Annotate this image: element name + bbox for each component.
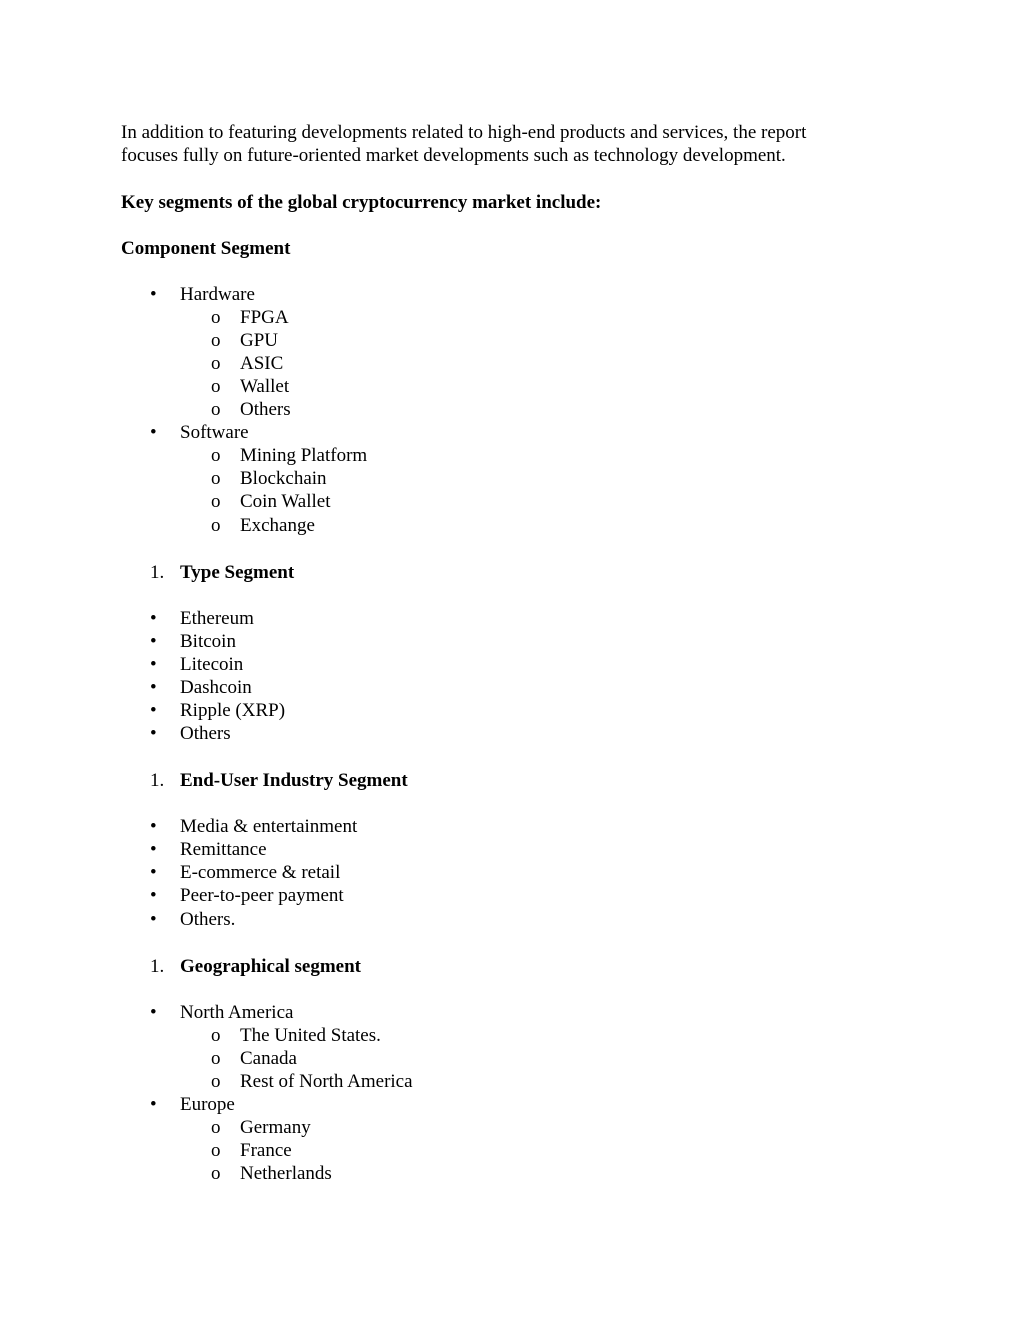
list-item: Others bbox=[180, 723, 231, 744]
intro-line-1: In addition to featuring developments related to high-end products and services, the report bbox=[121, 122, 807, 143]
bullet-marker: • bbox=[150, 677, 157, 698]
list-item: E-commerce & retail bbox=[180, 862, 341, 883]
bullet-marker: • bbox=[150, 1094, 157, 1115]
sub-list-item: Blockchain bbox=[240, 468, 327, 489]
list-item: Media & entertainment bbox=[180, 816, 358, 837]
numbered-marker: 1. bbox=[150, 562, 165, 583]
bullet-marker: • bbox=[150, 862, 157, 883]
sub-bullet-marker: o bbox=[211, 1025, 221, 1046]
numbered-marker: 1. bbox=[150, 956, 165, 977]
list-item: Others. bbox=[180, 909, 236, 930]
list-item-north-america: North America bbox=[180, 1002, 294, 1023]
bullet-marker: • bbox=[150, 608, 157, 629]
bullet-marker: • bbox=[150, 839, 157, 860]
list-item-hardware: Hardware bbox=[180, 284, 255, 305]
sub-list-item: FPGA bbox=[240, 307, 289, 328]
sub-list-item: Netherlands bbox=[240, 1163, 332, 1184]
geographical-segment-heading: Geographical segment bbox=[180, 956, 362, 977]
sub-bullet-marker: o bbox=[211, 515, 221, 536]
key-segments-heading: Key segments of the global cryptocurrency market include: bbox=[121, 192, 602, 213]
sub-bullet-marker: o bbox=[211, 468, 221, 489]
component-segment-heading: Component Segment bbox=[121, 238, 291, 259]
sub-list-item: The United States. bbox=[240, 1025, 381, 1046]
bullet-marker: • bbox=[150, 816, 157, 837]
sub-bullet-marker: o bbox=[211, 399, 221, 420]
list-item: Litecoin bbox=[180, 654, 244, 675]
sub-list-item: Mining Platform bbox=[240, 445, 368, 466]
list-item: Peer-to-peer payment bbox=[180, 885, 344, 906]
bullet-marker: • bbox=[150, 723, 157, 744]
list-item: Ripple (XRP) bbox=[180, 700, 286, 721]
sub-list-item: Germany bbox=[240, 1117, 311, 1138]
sub-list-item: France bbox=[240, 1140, 292, 1161]
list-item: Remittance bbox=[180, 839, 267, 860]
list-item: Ethereum bbox=[180, 608, 254, 629]
list-item-europe: Europe bbox=[180, 1094, 235, 1115]
sub-list-item: GPU bbox=[240, 330, 279, 351]
sub-list-item: Others bbox=[240, 399, 291, 420]
sub-bullet-marker: o bbox=[211, 307, 221, 328]
sub-bullet-marker: o bbox=[211, 1117, 221, 1138]
sub-bullet-marker: o bbox=[211, 1048, 221, 1069]
sub-bullet-marker: o bbox=[211, 353, 221, 374]
bullet-marker: • bbox=[150, 284, 157, 305]
bullet-marker: • bbox=[150, 631, 157, 652]
list-item: Bitcoin bbox=[180, 631, 236, 652]
sub-list-item: Rest of North America bbox=[240, 1071, 413, 1092]
bullet-marker: • bbox=[150, 909, 157, 930]
bullet-marker: • bbox=[150, 700, 157, 721]
sub-bullet-marker: o bbox=[211, 330, 221, 351]
sub-bullet-marker: o bbox=[211, 491, 221, 512]
list-item-software: Software bbox=[180, 422, 249, 443]
list-item: Dashcoin bbox=[180, 677, 252, 698]
end-user-segment-heading: End-User Industry Segment bbox=[180, 770, 408, 791]
sub-bullet-marker: o bbox=[211, 376, 221, 397]
sub-bullet-marker: o bbox=[211, 1163, 221, 1184]
sub-list-item: ASIC bbox=[240, 353, 284, 374]
sub-bullet-marker: o bbox=[211, 1071, 221, 1092]
bullet-marker: • bbox=[150, 654, 157, 675]
bullet-marker: • bbox=[150, 1002, 157, 1023]
bullet-marker: • bbox=[150, 885, 157, 906]
sub-list-item: Canada bbox=[240, 1048, 297, 1069]
intro-line-2: focuses fully on future-oriented market developments such as technology development. bbox=[121, 145, 786, 166]
sub-bullet-marker: o bbox=[211, 1140, 221, 1161]
sub-bullet-marker: o bbox=[211, 445, 221, 466]
sub-list-item: Wallet bbox=[240, 376, 290, 397]
bullet-marker: • bbox=[150, 422, 157, 443]
type-segment-heading: Type Segment bbox=[180, 562, 295, 583]
sub-list-item: Exchange bbox=[240, 515, 315, 536]
sub-list-item: Coin Wallet bbox=[240, 491, 331, 512]
numbered-marker: 1. bbox=[150, 770, 165, 791]
